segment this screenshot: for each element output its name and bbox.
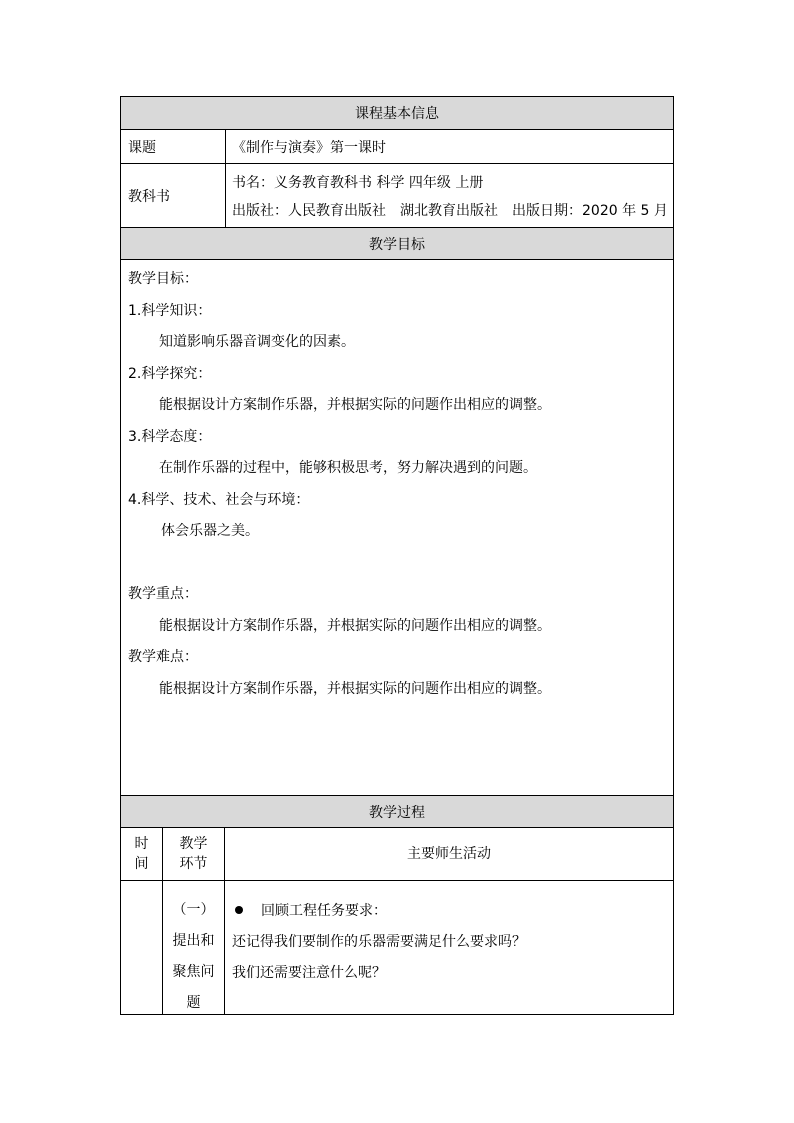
step-column-header xyxy=(163,828,225,880)
textbook-row xyxy=(121,163,673,227)
difficulty-text: 能根据设计方案制作乐器，并根据实际的问题作出相应的调整。 xyxy=(159,680,551,697)
objectives-intro: 教学目标： xyxy=(128,271,198,287)
basic-info-header-text: 课程基本信息 xyxy=(355,106,439,122)
objective-1-title: 1.科学知识： xyxy=(128,302,212,319)
time-header-line1: 时 xyxy=(134,836,149,852)
topic-label: 课题 xyxy=(121,130,226,163)
difficulty-title: 教学难点： xyxy=(128,649,198,665)
objective-2-text: 能根据设计方案制作乐器，并根据实际的问题作出相应的调整。 xyxy=(159,397,551,413)
review-task-line xyxy=(232,896,673,927)
blank-line xyxy=(128,548,673,580)
lesson-plan-table xyxy=(120,96,674,1015)
step-line-4: 题 xyxy=(186,995,201,1011)
basic-info-header xyxy=(121,97,673,129)
textbook-title: 书名：义务教育教科书 科学 四年级 上册 xyxy=(232,175,484,191)
objectives-body xyxy=(121,259,673,795)
objective-3-text: 在制作乐器的过程中，能够积极思考，努力解决遇到的问题。 xyxy=(159,460,537,476)
key-point-text: 能根据设计方案制作乐器，并根据实际的问题作出相应的调整。 xyxy=(159,617,551,634)
time-cell xyxy=(121,881,163,1014)
objective-4-text: 体会乐器之美。 xyxy=(161,523,259,539)
time-header-line2: 间 xyxy=(134,856,149,872)
review-task-text: 回顾工程任务要求： xyxy=(261,903,387,919)
step-header-line1: 教学 xyxy=(179,836,208,852)
step-line-1: （一） xyxy=(172,902,215,918)
key-point-title: 教学重点： xyxy=(128,586,198,602)
objective-1-text: 知道影响乐器音调变化的因素。 xyxy=(159,334,355,350)
time-column-header xyxy=(121,828,163,880)
objectives-header-text: 教学目标 xyxy=(369,236,425,253)
textbook-publisher: 出版社：人民教育出版社 湖北教育出版社 出版日期：2020 年 5 月 xyxy=(232,203,668,219)
step-cell xyxy=(163,881,225,1014)
step-line-3: 聚焦问 xyxy=(172,964,215,980)
process-row-1 xyxy=(121,880,673,1014)
step-line-2: 提出和 xyxy=(172,933,215,949)
topic-row xyxy=(121,129,673,163)
question-2: 我们还需要注意什么呢？ xyxy=(232,965,386,981)
topic-value: 《制作与演奏》第一课时 xyxy=(232,139,386,156)
process-column-headers xyxy=(121,827,673,880)
activity-header-text: 主要师生活动 xyxy=(407,846,491,862)
process-header xyxy=(121,795,673,827)
bullet-icon xyxy=(235,906,243,914)
question-1: 还记得我们要制作的乐器需要满足什么要求吗？ xyxy=(232,934,526,950)
objective-2-title: 2.科学探究： xyxy=(128,365,212,382)
objective-4-title: 4.科学、技术、社会与环境： xyxy=(128,491,310,508)
textbook-label: 教科书 xyxy=(121,164,226,227)
activity-column-header xyxy=(225,828,673,880)
activity-cell xyxy=(225,881,673,1014)
objectives-header xyxy=(121,227,673,259)
step-header-line2: 环节 xyxy=(179,856,208,872)
process-header-text: 教学过程 xyxy=(369,804,425,821)
objective-3-title: 3.科学态度： xyxy=(128,428,212,445)
